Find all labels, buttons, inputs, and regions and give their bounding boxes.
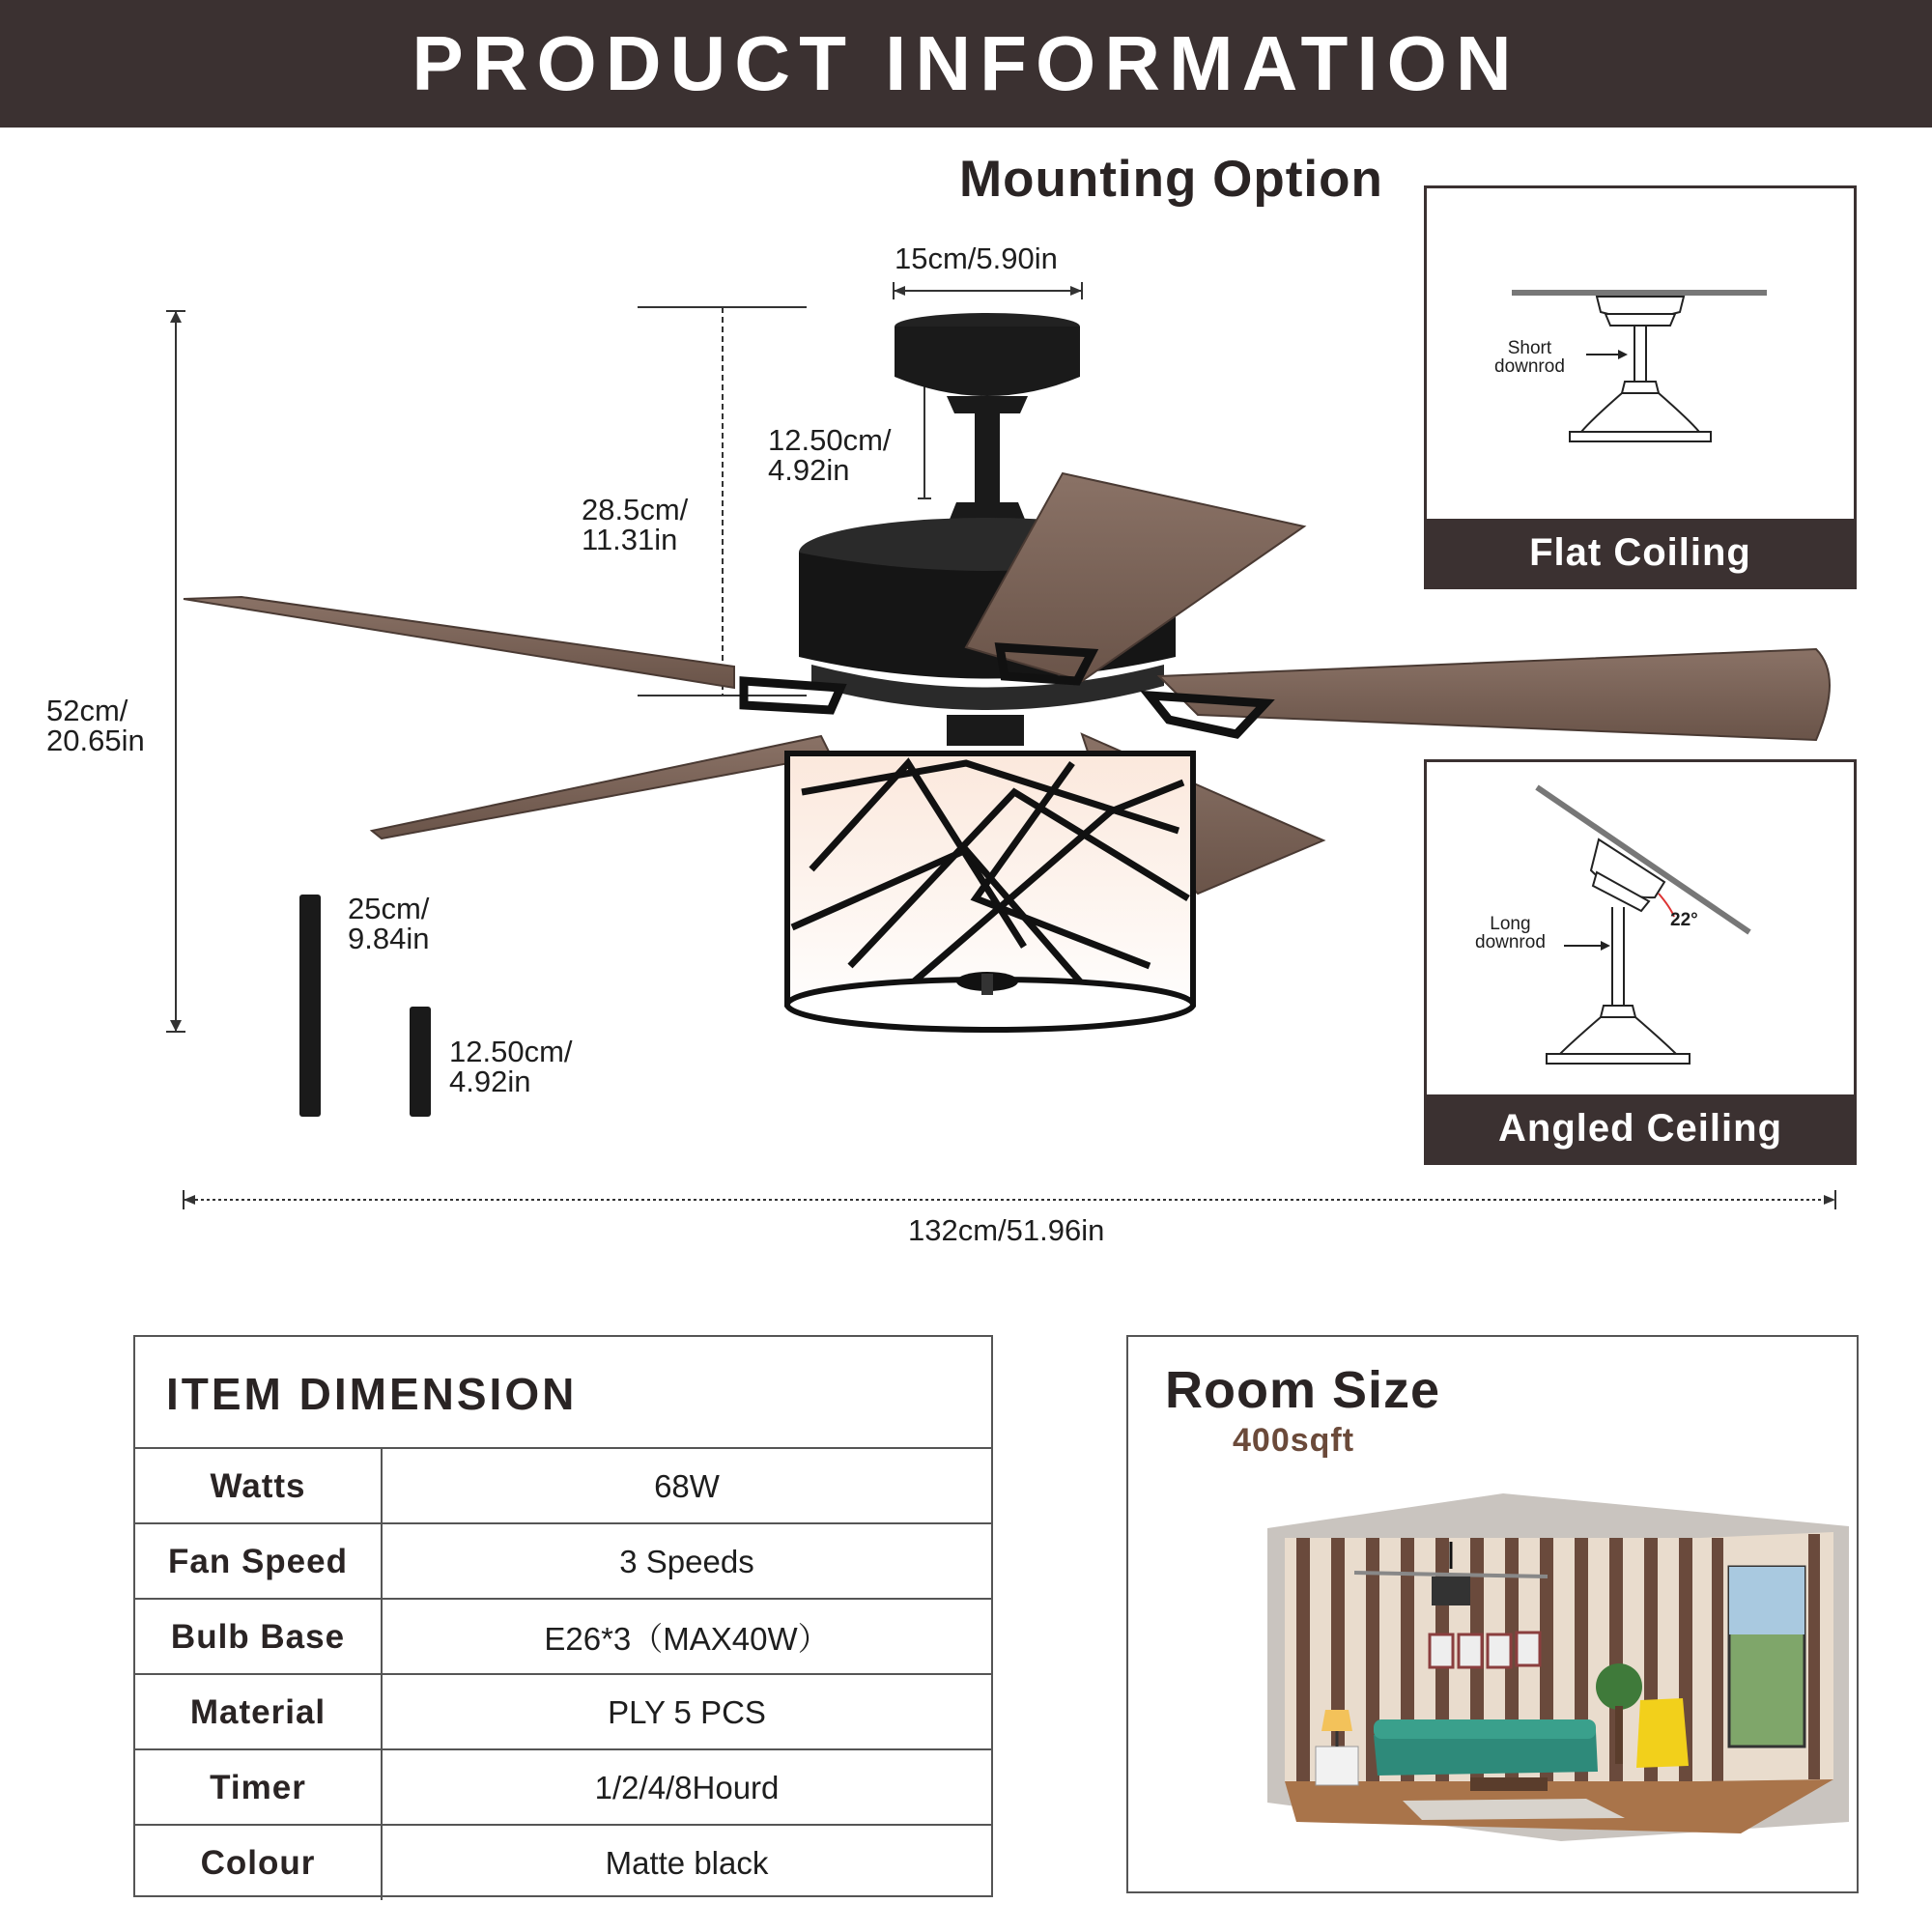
span-dimension-line (184, 1190, 1835, 1209)
downrod (975, 406, 1000, 502)
long-downrod-label: 25cm/ 9.84in (348, 892, 430, 955)
flat-mount-label: Flat Coiling (1427, 519, 1854, 586)
spec-key: Colour (135, 1826, 383, 1900)
canopy-width-label: 15cm/5.90in (895, 242, 1058, 275)
page-title: PRODUCT INFORMATION (412, 20, 1520, 106)
mounting-heading: Mounting Option (959, 151, 1383, 208)
spec-key: Timer (135, 1750, 383, 1825)
spec-key: Watts (135, 1449, 383, 1523)
spec-value: 3 Speeds (619, 1543, 754, 1579)
total-height-label: 52cm/ 20.65in (46, 694, 145, 757)
item-dimension-table (133, 1335, 993, 1897)
flat-mount-icon (1427, 188, 1854, 517)
downrod-drop-label: 12.50cm/ 4.92in (768, 423, 892, 487)
canopy-width-dimension-line (894, 282, 1082, 299)
room-size-title: Room Size (1165, 1361, 1441, 1419)
table-row (135, 1748, 991, 1825)
short-downrod-label: 12.50cm/ 4.92in (449, 1035, 573, 1098)
span-label: 132cm/51.96in (908, 1213, 1105, 1247)
table-row (135, 1673, 991, 1749)
room-illustration (1258, 1493, 1876, 1861)
flat-mount-option (1424, 185, 1857, 589)
table-row (135, 1824, 991, 1900)
angled-mount-option (1424, 759, 1857, 1165)
table-row (135, 1447, 991, 1523)
room-size-value: 400sqft (1233, 1422, 1355, 1459)
table-row (135, 1522, 991, 1599)
spec-key: Material (135, 1675, 383, 1749)
canopy (895, 327, 1080, 396)
spec-value: PLY 5 PCS (608, 1693, 766, 1730)
angle-label: 22° (1670, 910, 1698, 930)
long-downrod-note: Long downrod (1475, 914, 1546, 952)
spec-value: E26*3（MAX40W） (544, 1621, 830, 1657)
spec-value: 68W (654, 1467, 720, 1504)
downrod-drop-dimension-line (918, 382, 931, 498)
spec-key: Bulb Base (135, 1600, 383, 1674)
total-height-dimension-line (166, 311, 185, 1032)
table-row (135, 1598, 991, 1674)
long-downrod (299, 895, 321, 1117)
blade-left-lower (372, 736, 831, 838)
short-downrod-note: Short downrod (1494, 338, 1565, 377)
short-downrod (410, 1007, 431, 1117)
body-height-label: 28.5cm/ 11.31in (582, 493, 689, 556)
blade-right (1159, 649, 1830, 740)
room-size-panel (1126, 1335, 1859, 1893)
table-title: ITEM DIMENSION (166, 1369, 578, 1419)
blade-left-upper (184, 597, 734, 688)
spec-value: Matte black (605, 1844, 769, 1881)
spec-value: 1/2/4/8Hourd (594, 1769, 780, 1805)
spec-key: Fan Speed (135, 1524, 383, 1599)
angled-mount-label: Angled Ceiling (1427, 1094, 1854, 1162)
